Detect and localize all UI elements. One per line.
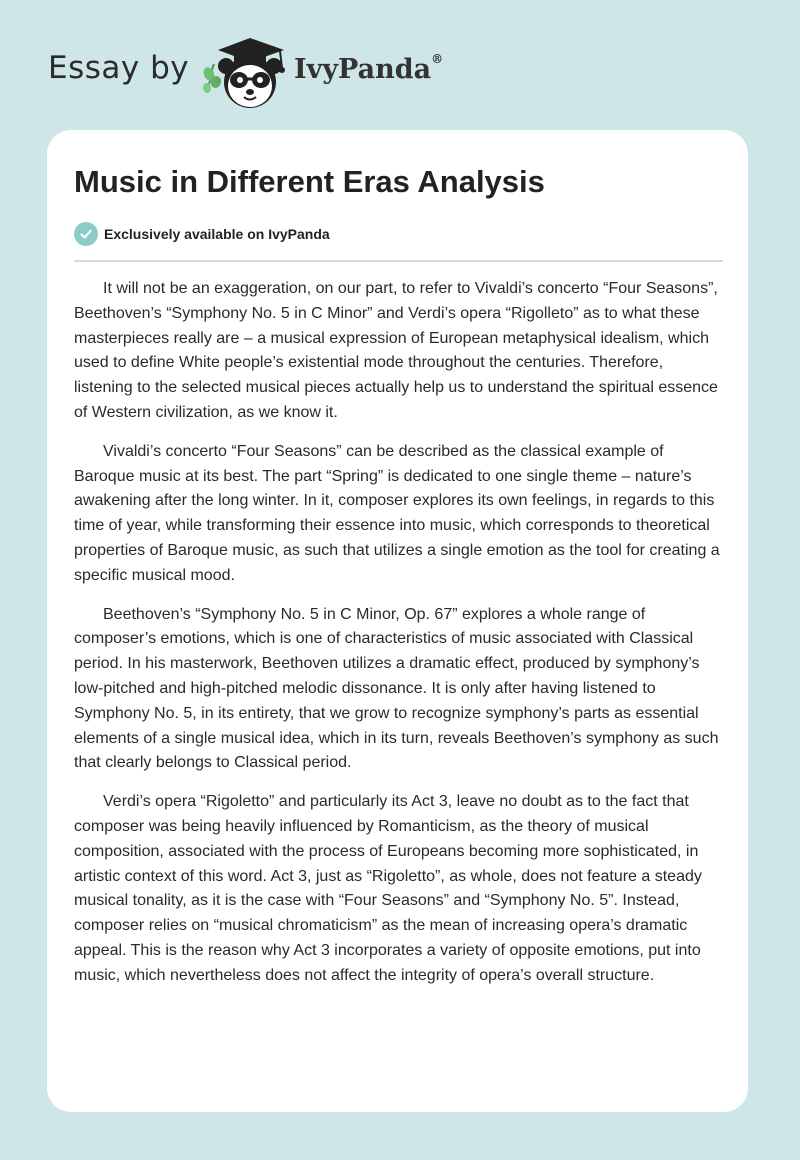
article-title: Music in Different Eras Analysis: [74, 164, 545, 199]
panda-logo-icon: [200, 36, 290, 110]
exclusive-badge: [74, 221, 330, 247]
check-circle-icon: [74, 222, 98, 246]
paragraph: Vivaldi’s concerto “Four Seasons” can be described as the classical example of Baroque music at its best. The part “Spring” is dedicated to one single theme – nature’s awakening after the long winter. In it, composer explores its own feelings, in regards to this time of year, while transforming their essence into music, which corresponds to theoretical properties of Baroque music, as such that utilizes a single emotion as the tool for creating a specific musical mood.: [74, 442, 720, 584]
brand-text: IvyPanda: [294, 54, 432, 85]
brand-name: [294, 54, 443, 85]
essay-by-label: Essay by: [48, 50, 190, 86]
badge-label: Exclusively available on IvyPanda: [104, 226, 330, 242]
paragraph: It will not be an exaggeration, on our part, to refer to Vivaldi’s concerto “Four Seasons”, Beethoven’s “Symphony No. 5 in C Minor” and Verdi’s opera “Rigolleto” as to what these masterpieces really are – a musical expression of European metaphysical idealism, which used to define White people’s existential mode throughout the centuries. Therefore, listening to the selected musical pieces actually help us to understand the spiritual essence of Western civilization, as we know it.: [74, 280, 718, 421]
paragraph: Verdi’s opera “Rigoletto” and particularly its Act 3, leave no doubt as to the fact that composer was being heavily influenced by Romanticism, as the theory of musical composition, associated with the process of Europeans becoming more sophisticated, in artistic context of this word. Act 3, just as “Rigoletto”, as whole, does not feature a steady musical tonality, as it is the case with “Four Seasons” and “Symphony No. 5”. Instead, composer relies on “musical chromaticism” as the mean of increasing opera’s dramatic appeal. This is the reason why Act 3 incorporates a variety of opposite emotions, put into music, which nevertheless does not affect the integrity of opera’s overall structure.: [74, 793, 702, 984]
paragraph: Beethoven’s “Symphony No. 5 in C Minor, Op. 67” explores a whole range of composer’s emotions, which is one of characteristics of music associated with Classical period. In his masterwork, Beethoven utilizes a dramatic effect, produced by symphony’s low-pitched and high-pitched melodic dissonance. It is only after having listened to Symphony No. 5, in its entirety, that we grow to recognize symphony’s parts as essential elements of a single musical idea, which in its turn, reveals Beethoven’s symphony as such that clearly belongs to Classical period.: [74, 605, 719, 772]
article-body: [74, 277, 726, 1003]
article-card: [47, 130, 748, 1112]
site-header: [0, 0, 800, 120]
divider: [74, 260, 723, 262]
registered-mark: ®: [431, 52, 444, 66]
